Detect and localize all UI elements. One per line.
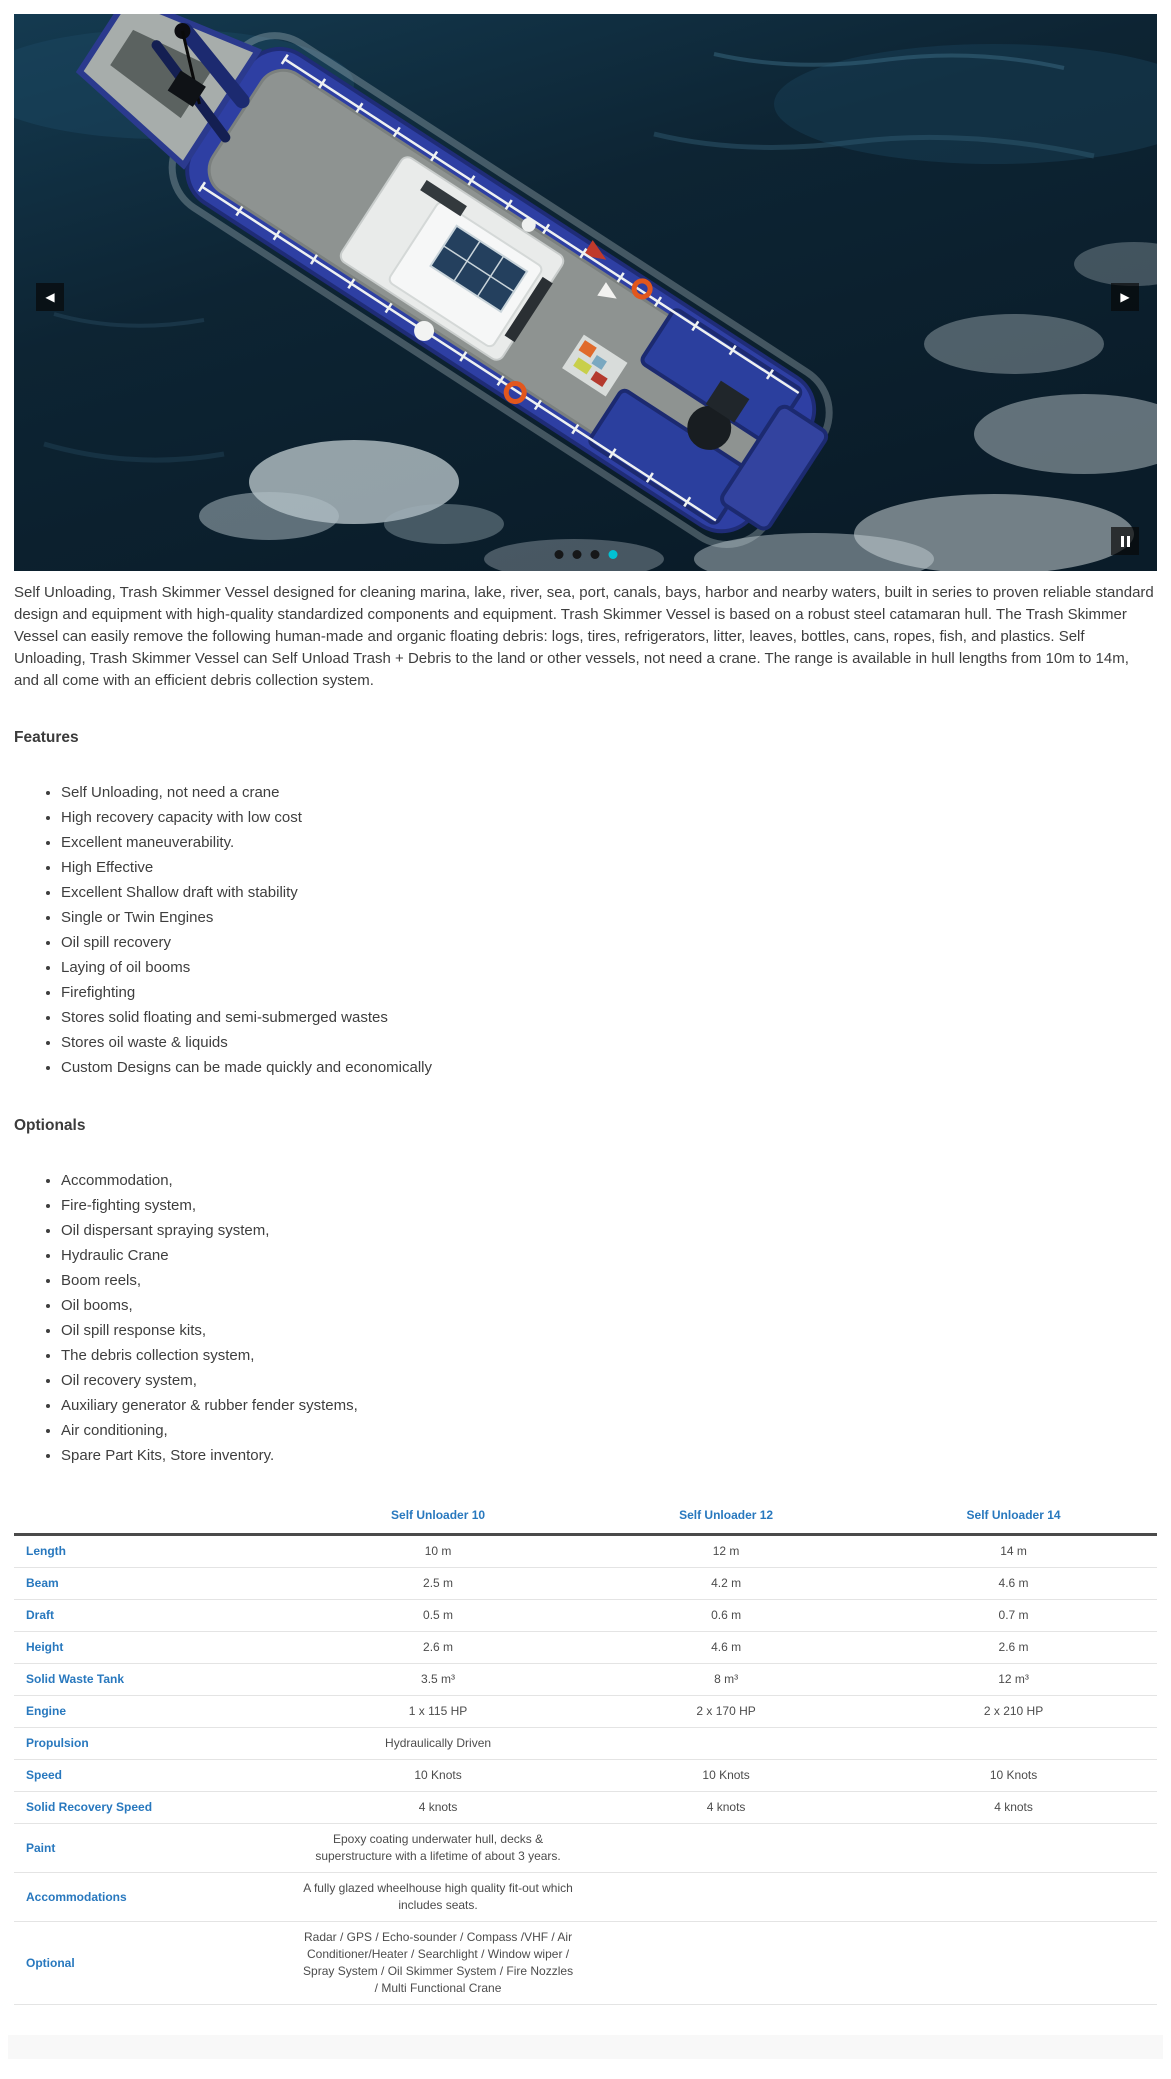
list-item: • Custom Designs can be made quickly and economically — [61, 1055, 1157, 1080]
list-item: • High recovery capacity with low cost — [61, 805, 1157, 830]
spec-row-label: Height — [14, 1632, 294, 1664]
spec-column-header: Self Unloader 10 — [294, 1500, 582, 1535]
carousel-dot[interactable] — [554, 550, 563, 559]
spec-row — [14, 1600, 1157, 1632]
spec-cell: Epoxy coating underwater hull, decks & superstructure with a lifetime of about 3 years. — [294, 1824, 582, 1873]
spec-cell: 10 m — [294, 1535, 582, 1568]
list-item: • Air conditioning, — [61, 1418, 1157, 1443]
list-item: • Single or Twin Engines — [61, 905, 1157, 930]
list-item: • The debris collection system, — [61, 1343, 1157, 1368]
spec-cell: 12 m³ — [870, 1664, 1157, 1696]
spec-row-label: Length — [14, 1535, 294, 1568]
spec-row — [14, 1664, 1157, 1696]
spec-cell: 2.6 m — [294, 1632, 582, 1664]
spec-cell — [870, 1922, 1157, 2005]
features-list — [14, 780, 1157, 1080]
vessel-photo — [14, 14, 1157, 571]
spec-row-label: Draft — [14, 1600, 294, 1632]
spec-cell: 10 Knots — [582, 1760, 870, 1792]
carousel-prev-button[interactable] — [36, 283, 64, 311]
spec-cell — [582, 1922, 870, 2005]
list-item: • Oil recovery system, — [61, 1368, 1157, 1393]
spec-cell: 0.5 m — [294, 1600, 582, 1632]
list-item: • Boom reels, — [61, 1268, 1157, 1293]
list-item: • Laying of oil booms — [61, 955, 1157, 980]
spec-row-label: Accommodations — [14, 1873, 294, 1922]
list-item: • Spare Part Kits, Store inventory. — [61, 1443, 1157, 1468]
spec-row-label: Optional — [14, 1922, 294, 2005]
list-item: • Firefighting — [61, 980, 1157, 1005]
spec-cell: 0.6 m — [582, 1600, 870, 1632]
spec-cell: 2 x 170 HP — [582, 1696, 870, 1728]
spec-cell: 12 m — [582, 1535, 870, 1568]
spec-cell: 14 m — [870, 1535, 1157, 1568]
spec-row-label: Engine — [14, 1696, 294, 1728]
pause-icon — [1127, 536, 1130, 547]
spec-cell — [582, 1873, 870, 1922]
spec-row-label: Propulsion — [14, 1728, 294, 1760]
spec-cell: 10 Knots — [294, 1760, 582, 1792]
spec-cell: 2 x 210 HP — [870, 1696, 1157, 1728]
spec-row-label: Solid Waste Tank — [14, 1664, 294, 1696]
spec-cell: 10 Knots — [870, 1760, 1157, 1792]
spec-row — [14, 1792, 1157, 1824]
spec-cell: 0.7 m — [870, 1600, 1157, 1632]
spec-column-header: Self Unloader 14 — [870, 1500, 1157, 1535]
right-arrow-icon: ▶ — [1120, 290, 1130, 304]
list-item: • Excellent maneuverability. — [61, 830, 1157, 855]
spec-row — [14, 1535, 1157, 1568]
spec-row — [14, 1922, 1157, 2005]
spec-row — [14, 1824, 1157, 1873]
list-item: • Fire-fighting system, — [61, 1193, 1157, 1218]
optionals-heading: Optionals — [14, 1117, 86, 1134]
carousel-dot[interactable] — [590, 550, 599, 559]
optionals-list — [14, 1168, 1157, 1468]
spec-row — [14, 1760, 1157, 1792]
list-item: • Accommodation, — [61, 1168, 1157, 1193]
pause-icon — [1121, 536, 1124, 547]
list-item: • Oil dispersant spraying system, — [61, 1218, 1157, 1243]
list-item: • Self Unloading, not need a crane — [61, 780, 1157, 805]
spec-cell — [870, 1824, 1157, 1873]
spec-cell: 2.5 m — [294, 1568, 582, 1600]
spec-cell: 2.6 m — [870, 1632, 1157, 1664]
spec-cell — [582, 1824, 870, 1873]
spec-header-empty — [14, 1500, 294, 1535]
spec-cell: 3.5 m³ — [294, 1664, 582, 1696]
list-item: • Excellent Shallow draft with stability — [61, 880, 1157, 905]
footer-band — [8, 2035, 1163, 2059]
list-item: • Auxiliary generator & rubber fender systems, — [61, 1393, 1157, 1418]
list-item: • High Effective — [61, 855, 1157, 880]
spec-column-header: Self Unloader 12 — [582, 1500, 870, 1535]
spec-cell: 4.6 m — [870, 1568, 1157, 1600]
spec-table — [14, 1500, 1157, 2005]
list-item: • Hydraulic Crane — [61, 1243, 1157, 1268]
carousel-next-button[interactable] — [1111, 283, 1139, 311]
vessel-description: Self Unloading, Trash Skimmer Vessel designed for cleaning marina, lake, river, sea, port, canals, bays, harbor and nearby waters, built in series to proven reliable standard design and equipment with high-quality standardized components and equipment. Trash Skimmer Vessel is based on a robust steel catamaran hull. The Trash Skimmer Vessel can easily remove the following human-made and organic floating debris: logs, tires, refrigerators, litter, leaves, bottles, cans, ropes, fish, and plastics. Self Unloading, Trash Skimmer Vessel can Self Unload Trash + Debris to the land or other vessels, not need a crane. The range is available in hull lengths from 10m to 14m, and all come with an efficient debris collection system. — [14, 584, 1154, 689]
spec-cell: 4 knots — [582, 1792, 870, 1824]
carousel-pause-button[interactable] — [1111, 527, 1139, 555]
spec-cell: Radar / GPS / Echo-sounder / Compass /VHF / Air Conditioner/Heater / Searchlight / Window wiper / Spray System / Oil Skimmer System / Fire Nozzles / Multi Functional Crane — [294, 1922, 582, 2005]
left-arrow-icon: ◀ — [45, 290, 55, 304]
spec-cell: Hydraulically Driven — [294, 1728, 582, 1760]
spec-cell: A fully glazed wheelhouse high quality fit-out which includes seats. — [294, 1873, 582, 1922]
list-item: • Stores solid floating and semi-submerged wastes — [61, 1005, 1157, 1030]
spec-cell: 1 x 115 HP — [294, 1696, 582, 1728]
spec-cell — [870, 1728, 1157, 1760]
spec-row — [14, 1568, 1157, 1600]
spec-row-label: Solid Recovery Speed — [14, 1792, 294, 1824]
carousel-dot-active[interactable] — [608, 550, 617, 559]
spec-row-label: Beam — [14, 1568, 294, 1600]
spec-row — [14, 1728, 1157, 1760]
image-carousel — [14, 14, 1157, 571]
spec-cell: 4 knots — [870, 1792, 1157, 1824]
list-item: • Oil spill recovery — [61, 930, 1157, 955]
spec-row — [14, 1632, 1157, 1664]
spec-cell: 4.6 m — [582, 1632, 870, 1664]
carousel-dot[interactable] — [572, 550, 581, 559]
spec-cell — [582, 1728, 870, 1760]
list-item: • Oil booms, — [61, 1293, 1157, 1318]
spec-row — [14, 1873, 1157, 1922]
spec-cell: 8 m³ — [582, 1664, 870, 1696]
spec-header-row — [14, 1500, 1157, 1535]
list-item: • Stores oil waste & liquids — [61, 1030, 1157, 1055]
spec-cell: 4.2 m — [582, 1568, 870, 1600]
spec-row — [14, 1696, 1157, 1728]
list-item: • Oil spill response kits, — [61, 1318, 1157, 1343]
spec-row-label: Speed — [14, 1760, 294, 1792]
spec-cell — [870, 1873, 1157, 1922]
spec-cell: 4 knots — [294, 1792, 582, 1824]
spec-row-label: Paint — [14, 1824, 294, 1873]
carousel-dots — [554, 550, 617, 559]
features-heading: Features — [14, 729, 79, 746]
